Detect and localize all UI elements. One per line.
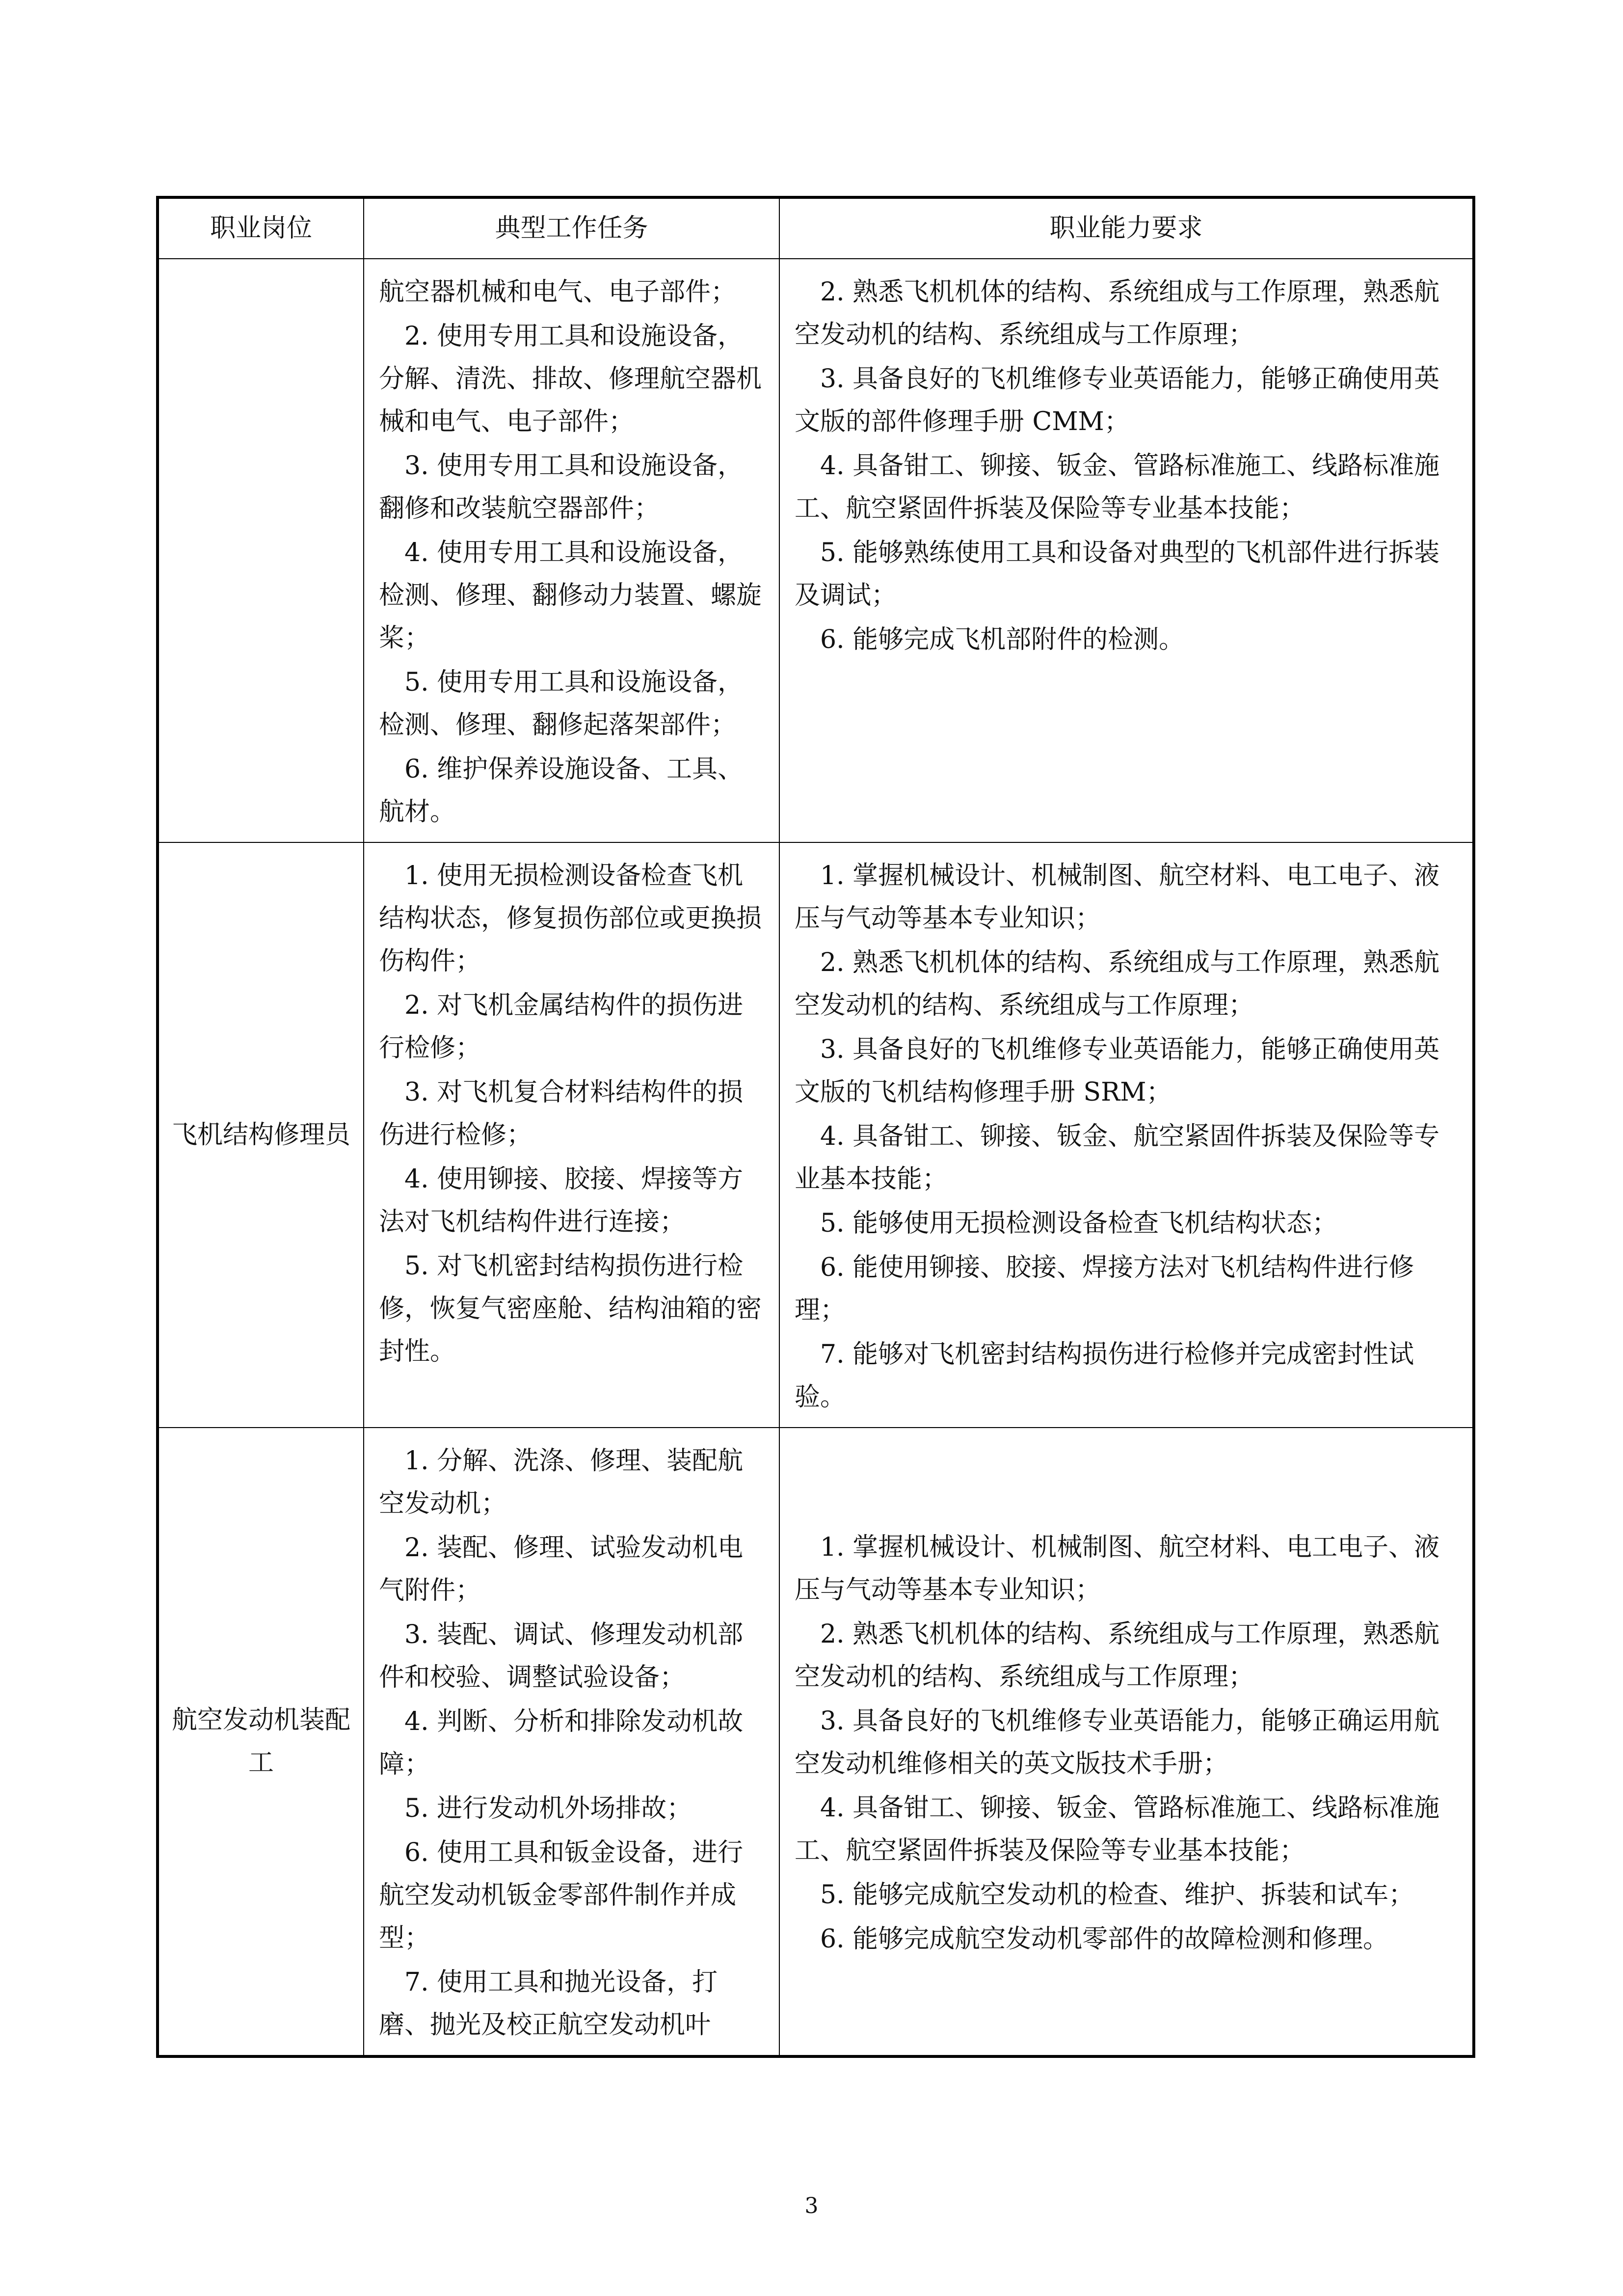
requirement-item: 4. 具备钳工、铆接、钣金、管路标准施工、线路标准施工、航空紧固件拆装及保险等专业基本技能； [795,1793,1440,1865]
tasks-cell [364,259,779,842]
tasks-cell [364,842,779,1428]
task-item: 7. 使用工具和抛光设备，打磨、抛光及校正航空发动机叶 [379,1968,718,2040]
task-item: 3. 装配、调试、修理发动机部件和校验、调整试验设备； [379,1620,744,1692]
header-role: 职业岗位 [158,197,364,259]
task-item: 5. 对飞机密封结构损伤进行检修，恢复气密座舱、结构油箱的密封性。 [379,1251,762,1366]
requirement-item: 3. 具备良好的飞机维修专业英语能力，能够正确使用英文版的部件修理手册 CMM； [795,364,1440,436]
requirements-cell [779,259,1474,842]
job-requirements-table [156,196,1475,2058]
tasks-cell [364,1428,779,2056]
task-item: 3. 使用专用工具和设施设备，翻修和改装航空器部件； [379,451,744,523]
task-item: 航空器机械和电气、电子部件； [379,277,737,307]
table-row [158,1428,1474,2056]
requirement-item: 5. 能够熟练使用工具和设备对典型的飞机部件进行拆装及调试； [795,538,1440,610]
requirement-item: 2. 熟悉飞机机体的结构、系统组成与工作原理，熟悉航空发动机的结构、系统组成与工作原理； [795,277,1440,350]
task-item: 1. 分解、洗涤、修理、装配航空发动机； [379,1446,744,1518]
requirement-item: 1. 掌握机械设计、机械制图、航空材料、电工电子、液压与气动等基本专业知识； [795,1532,1440,1605]
task-item: 5. 进行发动机外场排故； [404,1794,692,1823]
requirement-item: 2. 熟悉飞机机体的结构、系统组成与工作原理，熟悉航空发动机的结构、系统组成与工作原理； [795,1619,1440,1692]
task-item: 4. 使用铆接、胶接、焊接等方法对飞机结构件进行连接； [379,1164,744,1237]
requirement-item: 4. 具备钳工、铆接、钣金、管路标准施工、线路标准施工、航空紧固件拆装及保险等专业基本技能； [795,451,1440,523]
requirement-item: 4. 具备钳工、铆接、钣金、航空紧固件拆装及保险等专业基本技能； [795,1122,1440,1194]
table-row [158,842,1474,1428]
page-number: 3 [804,2193,819,2218]
task-item: 6. 维护保养设施设备、工具、航材。 [379,755,744,827]
task-item: 4. 判断、分析和排除发动机故障； [379,1707,744,1779]
requirement-item: 3. 具备良好的飞机维修专业英语能力，能够正确使用英文版的飞机结构修理手册 SRM； [795,1035,1440,1107]
task-item: 6. 使用工具和钣金设备，进行航空发动机钣金零部件制作并成型； [379,1838,744,1953]
requirement-item: 6. 能够完成飞机部附件的检测。 [820,625,1185,654]
requirements-cell [779,1428,1474,2056]
role-cell [158,259,364,842]
task-item: 2. 使用专用工具和设施设备，分解、清洗、排故、修理航空器机械和电气、电子部件； [379,322,762,436]
role-cell: 航空发动机装配工 [158,1428,364,2056]
task-item: 3. 对飞机复合材料结构件的损伤进行检修； [379,1078,744,1150]
requirement-item: 7. 能够对飞机密封结构损伤进行检修并完成密封性试验。 [795,1340,1414,1412]
requirement-item: 2. 熟悉飞机机体的结构、系统组成与工作原理，熟悉航空发动机的结构、系统组成与工作原理； [795,948,1440,1020]
role-cell: 飞机结构修理员 [158,842,364,1428]
requirement-item: 5. 能够完成航空发动机的检查、维护、拆装和试车； [820,1880,1414,1910]
header-tasks: 典型工作任务 [364,197,779,259]
table-row [158,259,1474,842]
header-row [158,197,1474,259]
requirement-item: 6. 能使用铆接、胶接、焊接方法对飞机结构件进行修理； [795,1253,1414,1325]
task-item: 2. 对飞机金属结构件的损伤进行检修； [379,991,744,1063]
task-item: 5. 使用专用工具和设施设备，检测、修理、翻修起落架部件； [379,668,744,740]
task-item: 2. 装配、修理、试验发动机电气附件； [379,1533,744,1605]
task-item: 4. 使用专用工具和设施设备，检测、修理、翻修动力装置、螺旋桨； [379,538,762,653]
task-item: 1. 使用无损检测设备检查飞机结构状态，修复损伤部位或更换损伤构件； [379,861,762,976]
requirement-item: 5. 能够使用无损检测设备检查飞机结构状态； [820,1209,1338,1238]
requirement-item: 3. 具备良好的飞机维修专业英语能力，能够正确运用航空发动机维修相关的英文版技术手册； [795,1706,1440,1779]
header-requirements: 职业能力要求 [779,197,1474,259]
requirement-item: 6. 能够完成航空发动机零部件的故障检测和修理。 [820,1924,1389,1954]
requirement-item: 1. 掌握机械设计、机械制图、航空材料、电工电子、液压与气动等基本专业知识； [795,861,1440,933]
requirements-cell [779,842,1474,1428]
